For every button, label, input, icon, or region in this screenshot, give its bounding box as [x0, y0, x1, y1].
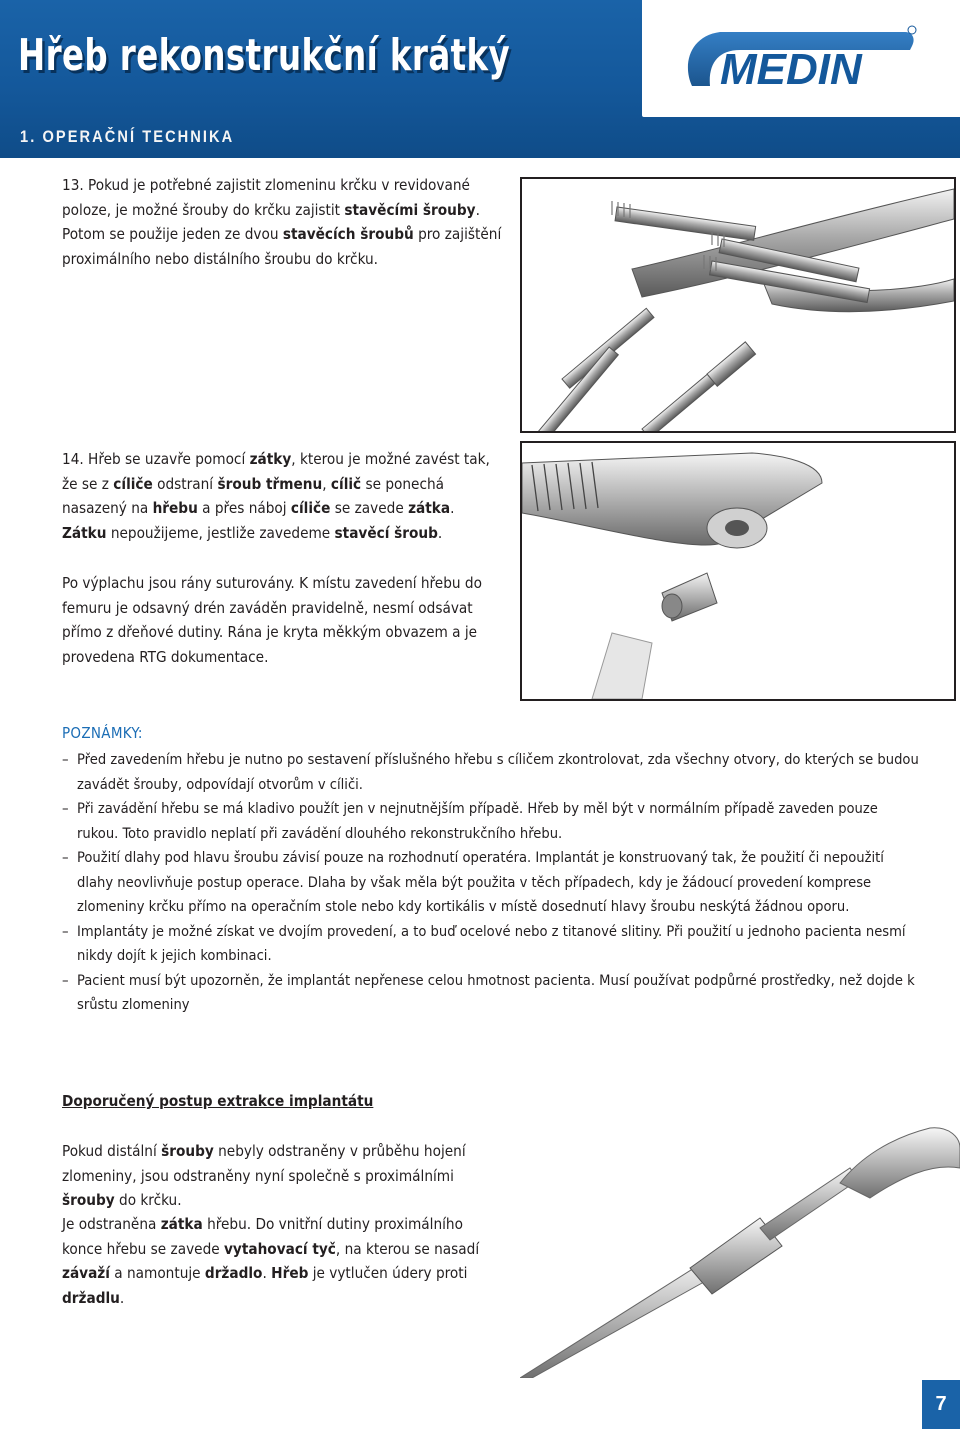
photo-end-cap — [520, 441, 956, 701]
bold-term: stavěcími šrouby — [344, 200, 476, 219]
text-run: , na kterou se nasadí — [335, 1239, 480, 1258]
text-run: nebyly odstraněny v průběhu hojení zlomeniny, jsou odstraněny nyní společně s proximálními — [62, 1142, 466, 1185]
text-run: Je odstraněna — [62, 1215, 161, 1233]
bold-term: závaží — [62, 1264, 110, 1282]
text-run: . Potom se použije jeden ze dvou — [62, 200, 480, 243]
bold-term: stavěcí šroub — [334, 523, 438, 542]
note-item: – Implantáty je možné získat ve dvojím provedení, a to buď ocelové nebo z titanové slitiny. Při použití u jednoho pacienta nesmí nikdy dojít k jejich kombinaci. — [62, 920, 922, 969]
text-run: a namontuje — [109, 1264, 205, 1282]
bold-term: cíliče — [290, 499, 331, 517]
photo-set-screws — [520, 177, 956, 433]
text-run: . — [450, 499, 455, 517]
bold-term: šrouby — [62, 1191, 115, 1209]
photo-extraction-tool — [520, 1088, 960, 1378]
text-run: . — [437, 523, 443, 542]
note-item: – Před zavedením hřebu je nutno po sestavení příslušného hřebu s cíličem zkontrolovat, zda všechny otvory, do kterých se budou zavádět šrouby, odpovídají otvorům v cíliči. — [62, 748, 922, 797]
text-run: a přes náboj — [197, 499, 291, 517]
text-run: se zavede — [330, 499, 409, 517]
bold-term: držadlu — [62, 1288, 120, 1307]
bold-term: cílič — [330, 474, 362, 493]
bold-term: držadlo — [204, 1264, 263, 1282]
bold-term: šroub třmenu — [217, 474, 323, 493]
note-item: – Použití dlahy pod hlavu šroubu závisí pouze na rozhodnutí operatéra. Implantát je konstruovaný tak, že použití či nepoužití dlahy neovlivňuje postup operace. Dlaha by však měla být použita v těch případech, kdy je žádoucí provedení komprese zlomeniny krčku přímo na operačním stole nebo kdy kortikális v místě dosednutí hlavy šroubu neskýtá žádnou oporu. — [62, 846, 922, 920]
bold-term: vytahovací tyč — [224, 1239, 336, 1258]
logo-text: MEDIN — [720, 45, 862, 94]
logo-box — [642, 0, 960, 117]
text-run: je vytlučen údery proti — [308, 1264, 468, 1282]
page-title: Hřeb rekonstrukční krátký — [18, 30, 511, 81]
bold-term: zátka — [408, 499, 451, 517]
bold-term: cíliče — [113, 474, 153, 493]
text-run: odstraní — [152, 474, 218, 493]
text-run: do krčku. — [114, 1191, 182, 1209]
text-run: . — [262, 1264, 272, 1282]
text-run: 14. Hřeb se uzavře pomocí — [62, 450, 250, 468]
text-run: hřebu. Do vnitřní dutiny proximálního konce hřebu se zavede — [62, 1215, 463, 1258]
extraction-title: Doporučený postup extrakce implantátu — [62, 1092, 374, 1110]
bold-term: Zátku — [62, 523, 107, 542]
bold-term: zátky — [249, 450, 292, 468]
step-13-text — [62, 173, 502, 271]
section-heading: 1. OPERAČNÍ TECHNIKA — [20, 127, 235, 146]
page-number: 7 — [922, 1380, 960, 1429]
text-run: 13. Pokud je potřebné zajistit zlomeninu krčku v revidované poloze, je možné šrouby do krčku zajistit — [62, 176, 470, 219]
bold-term: šrouby — [161, 1142, 214, 1160]
bold-term: zátka — [160, 1215, 203, 1233]
text-run: , — [322, 474, 331, 493]
notes-title: POZNÁMKY: — [62, 724, 143, 742]
extraction-para-2 — [62, 1212, 492, 1310]
postop-text: Po výplachu jsou rány suturovány. K místu zavedení hřebu do femuru je odsavný drén zaváděn pravidelně, nesmí odsávat přímo z dřeňové dutiny. Rána je kryta měkkým obvazem a je provedena RTG dokumentace. — [62, 574, 482, 666]
text-run: , kterou je možné zavést tak, že se z — [62, 450, 490, 493]
bold-term: Hřeb — [271, 1264, 309, 1282]
text-run: . — [119, 1288, 125, 1307]
bold-term: hřebu — [152, 499, 198, 517]
text-run: nepoužijeme, jestliže zavedeme — [106, 523, 335, 542]
text-run: Pokud distální — [62, 1142, 162, 1160]
extraction-para-1 — [62, 1139, 492, 1213]
text-run: se ponechá nasazený na — [62, 474, 445, 517]
note-item: – Pacient musí být upozorněn, že implantát nepřenese celou hmotnost pacienta. Musí používat podpůrné prostředky, než dojde k srůstu zlomeniny — [62, 969, 922, 1018]
notes-list — [62, 748, 922, 1018]
bold-term: stavěcích šroubů — [282, 225, 414, 243]
step-14-text — [62, 447, 502, 545]
medin-logo — [680, 24, 920, 94]
note-item: – Při zavádění hřebu se má kladivo použít jen v nejnutnějším případě. Hřeb by měl být v normálním případě zaveden pouze rukou. Toto pravidlo neplatí při zavádění dlouhého rekonstrukčního hřebu. — [62, 797, 922, 846]
text-run: pro zajištění proximálního nebo distálního šroubu do krčku. — [62, 225, 502, 268]
